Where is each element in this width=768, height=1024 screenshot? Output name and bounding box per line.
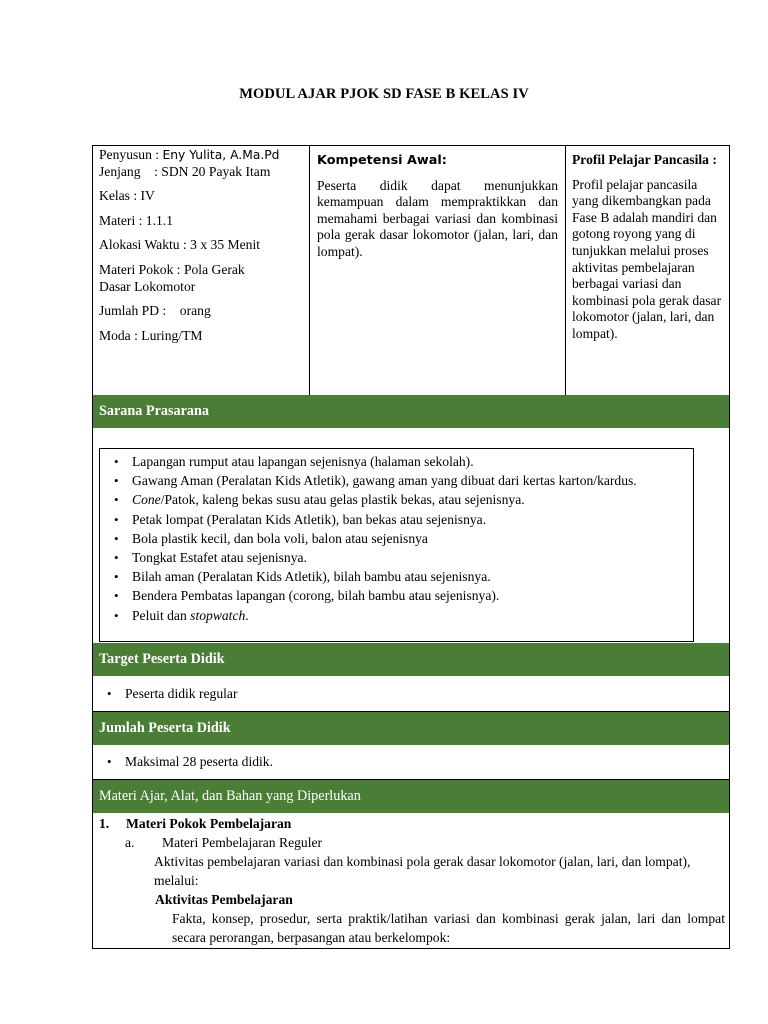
profil-heading: Profil Pelajar Pancasila : <box>572 152 717 167</box>
list-item: • Tongkat Estafet atau sejenisnya. <box>106 548 685 567</box>
alokasi-line: Alokasi Waktu : 3 x 35 Menit <box>99 237 261 253</box>
target-header: Target Peserta Didik <box>93 643 729 676</box>
jumlah-content <box>99 752 719 771</box>
penyusun-line: Penyusun : Eny Yulita, A.Ma.Pd <box>99 147 280 162</box>
jenjang-line: Jenjang : SDN 20 Payak Itam <box>99 163 271 179</box>
sarana-list-box <box>99 448 694 642</box>
kompetensi-column <box>317 146 558 261</box>
materi-line: Materi : 1.1.1 <box>99 212 173 228</box>
list-item: • Lapangan rumput atau lapangan sejenisnya (halaman sekolah). <box>106 452 685 471</box>
profil-body: Profil pelajar pancasila yang dikembangkan pada Fase B adalah mandiri dan gotong royong yang di tunjukkan melalui proses aktivitas pembelajaran berbagai variasi dan kombinasi pola gerak dasar lokomotor (jalan, lari, dan lompat). <box>572 176 722 341</box>
jumlah-header: Jumlah Peserta Didik <box>93 712 729 745</box>
column-divider <box>565 146 566 395</box>
jumlah-pd-line: Jumlah PD : orang <box>99 303 211 319</box>
materi-pokok-heading: 1. Materi Pokok Pembelajaran <box>99 816 292 831</box>
info-column <box>99 146 307 352</box>
materi-reguler-item: a. Materi Pembelajaran Reguler <box>125 835 323 850</box>
list-item: • Cone/Patok, kaleng bekas susu atau gelas plastik bekas, atau sejenisnya. <box>106 490 685 509</box>
column-divider <box>309 146 310 395</box>
aktivitas-text: Aktivitas pembelajaran variasi dan kombinasi pola gerak dasar lokomotor (jalan, lari, dan lompat), melalui: <box>154 854 691 888</box>
list-item: • Maksimal 28 peserta didik. <box>99 752 719 771</box>
list-item: • Peluit dan stopwatch. <box>106 606 685 625</box>
author-name: Eny Yulita, A.Ma.Pd <box>162 148 280 162</box>
fakta-text: Fakta, konsep, prosedur, serta praktik/latihan variasi dan kombinasi gerak jalan, lari dan lompat secara perorangan, berpasangan atau berkelompok: <box>172 911 725 945</box>
materi-ajar-header: Materi Ajar, Alat, dan Bahan yang Diperlukan <box>93 780 729 813</box>
profil-column <box>572 146 722 343</box>
sarana-list <box>106 452 685 625</box>
list-item: • Bola plastik kecil, dan bola voli, balon atau sejenisnya <box>106 529 685 548</box>
list-item: • Bilah aman (Peralatan Kids Atletik), bilah bambu atau sejenisnya. <box>106 567 685 586</box>
kompetensi-heading: Kompetensi Awal: <box>317 153 447 168</box>
aktivitas-heading: Aktivitas Pembelajaran <box>155 892 293 907</box>
list-item: • Petak lompat (Peralatan Kids Atletik), ban bekas atau sejenisnya. <box>106 510 685 529</box>
sarana-header: Sarana Prasarana <box>93 395 729 428</box>
moda-line: Moda : Luring/TM <box>99 327 203 343</box>
kelas-line: Kelas : IV <box>99 188 155 204</box>
list-item: • Peserta didik regular <box>99 684 719 703</box>
list-item: • Bendera Pembatas lapangan (corong, bilah bambu atau sejenisnya). <box>106 586 685 605</box>
document-title: MODUL AJAR PJOK SD FASE B KELAS IV <box>239 86 529 102</box>
materi-pokok-line: Materi Pokok : Pola Gerak Dasar Lokomotor <box>99 261 245 294</box>
target-content <box>99 684 719 703</box>
module-table <box>92 145 730 949</box>
list-item: • Gawang Aman (Peralatan Kids Atletik), gawang aman yang dibuat dari kertas karton/kardus. <box>106 471 685 490</box>
kompetensi-body: Peserta didik dapat menunjukkan kemampuan dalam mempraktikkan dan memahami berbagai variasi dan kombinasi pola gerak dasar lokomotor (jalan, lari, dan lompat). <box>317 177 558 259</box>
